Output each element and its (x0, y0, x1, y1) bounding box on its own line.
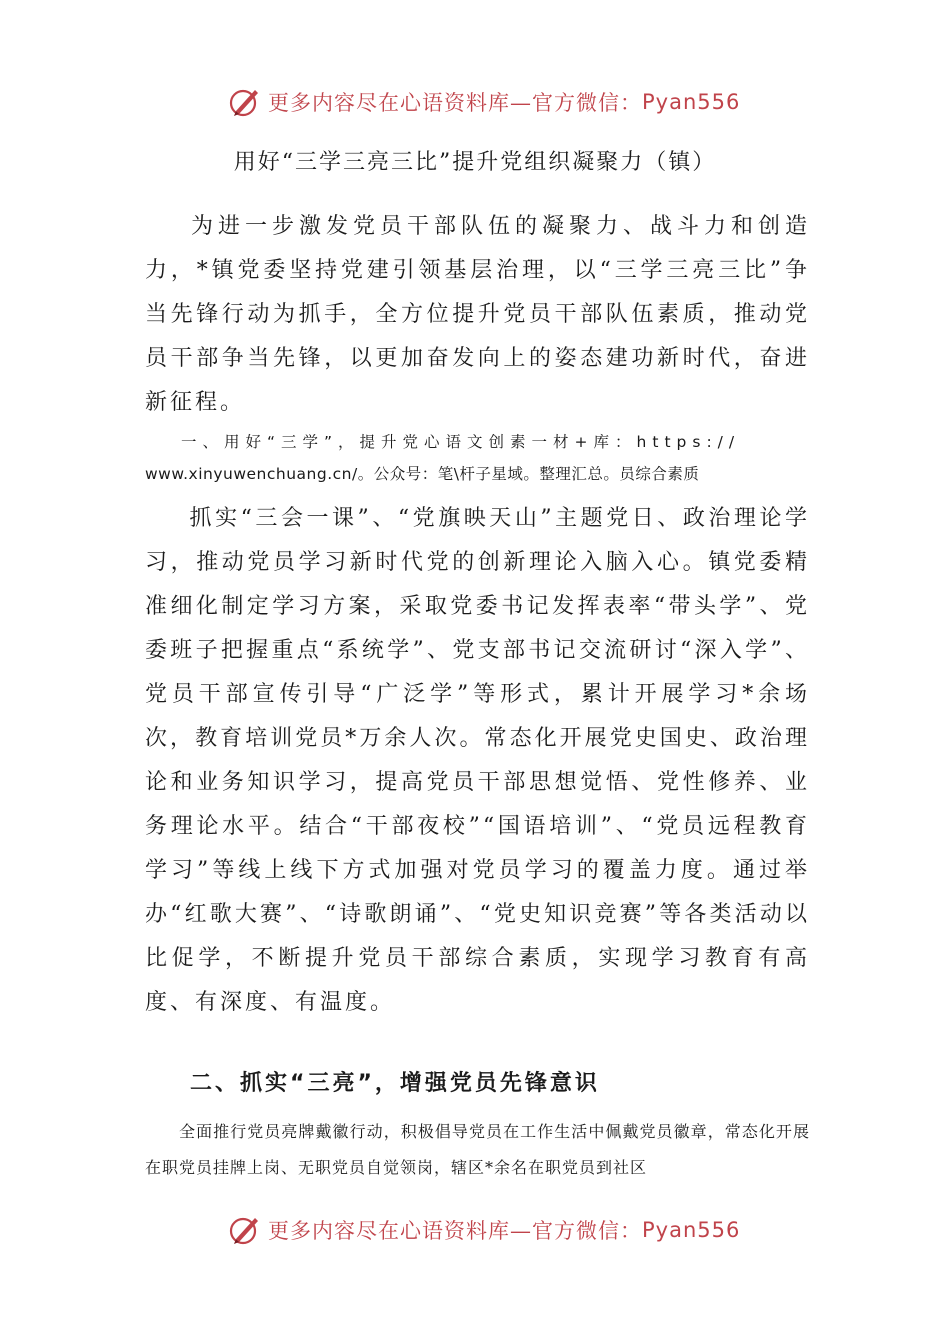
header-banner (228, 84, 740, 120)
intro-text: 为进一步激发党员干部队伍的凝聚力、战斗力和创造力，*镇党委坚持党建引领基层治理，以“三学三亮三比”争当先锋行动为抓手，全方位提升党员干部队伍素质，推动党员干部争当先锋，以更加奋发向上的姿态建功新时代，奋进新征程。 (145, 214, 810, 415)
watermark-overlay-text (145, 426, 810, 490)
header-banner-id: Pyan556 (642, 90, 741, 114)
watermark-line-1: 一、用好“三学”，提升党心语文创素一材+库：https:// (181, 433, 741, 451)
section1-paragraph (145, 497, 810, 1025)
header-banner-text: 更多内容尽在心语资料库—官方微信： (268, 91, 642, 115)
section1-text: 抓实“三会一课”、“党旗映天山”主题党日、政治理论学习，推动党员学习新时代党的创新理论入脑入心。镇党委精准细化制定学习方案，采取党委书记发挥表率“带头学”、党委班子把握重点“系统学”、党支部书记交流研讨“深入学”、党员干部宣传引导“广泛学”等形式，累计开展学习*余场次，教育培训党员*万余人次。常态化开展党史国史、政治理论和业务知识学习，提高党员干部思想觉悟、党性修养、业务理论水平。结合“干部夜校”“国语培训”、“党员远程教育学习”等线上线下方式加强对党员学习的覆盖力度。通过举办“红歌大赛”、“诗歌朗诵”、“党史知识竞赛”等各类活动以比促学，不断提升党员干部综合素质，实现学习教育有高度、有深度、有温度。 (145, 506, 810, 1015)
footer-banner (228, 1212, 740, 1248)
watermark-line-2: www.xinyuwenchuang.cn/。公众号：笔\杆子星域。整理汇总。员综合素质 (145, 465, 700, 483)
section2-heading: 二、抓实“三亮”，增强党员先锋意识 (190, 1071, 600, 1096)
footer-banner-text: 更多内容尽在心语资料库—官方微信： (268, 1219, 642, 1243)
footer-banner-id: Pyan556 (642, 1218, 741, 1242)
pen-circle-logo-icon (228, 85, 262, 119)
intro-paragraph (145, 205, 810, 425)
section2-paragraph (145, 1114, 810, 1186)
section2-text: 全面推行党员亮牌戴徽行动，积极倡导党员在工作生活中佩戴党员徽章，常态化开展在职党员挂牌上岗、无职党员自觉领岗，辖区*余名在职党员到社区 (145, 1122, 810, 1177)
document-title: 用好“三学三亮三比”提升党组织凝聚力（镇） (233, 150, 717, 175)
pen-circle-logo-icon (228, 1213, 262, 1247)
